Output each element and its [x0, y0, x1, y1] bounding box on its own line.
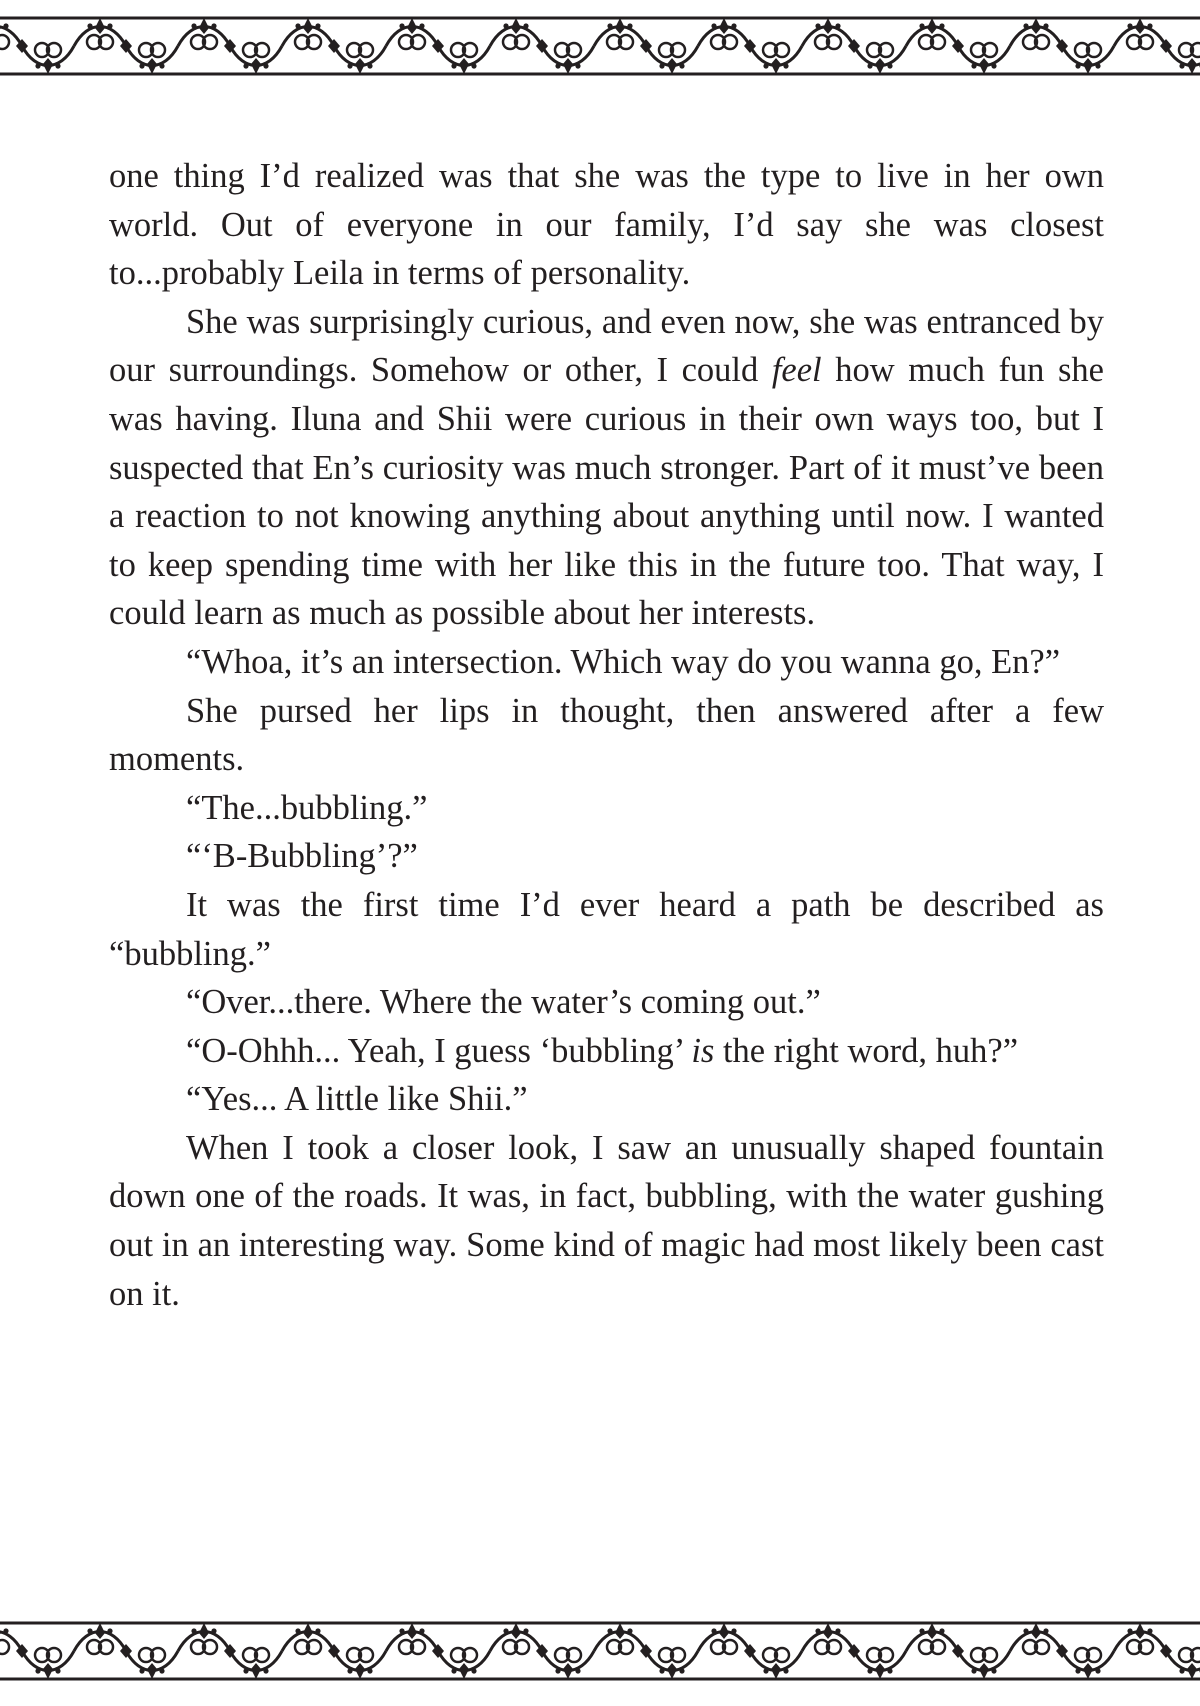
paragraph — [109, 687, 1104, 784]
paragraph — [109, 832, 1104, 881]
paragraph — [109, 152, 1104, 298]
text-run: When I took a closer look, I saw an unusually shaped fountain down one of the roads. It was, in fact, bubbling, with the water gushing out in an interesting way. Some kind of magic had most likely been cast on it. — [109, 1128, 1104, 1313]
italic-text: feel — [771, 351, 822, 390]
text-run: “O-Ohhh... Yeah, I guess ‘bubbling’ — [186, 1031, 692, 1070]
paragraph — [109, 1124, 1104, 1318]
text-run: how much fun she was having. Iluna and Shii were curious in their own ways too, but I suspected that En’s curiosity was much stronger. Part of it must’ve been a reaction to not knowing anything about anything until now. I wanted to keep spending time with her like this in the future too. That way, I could learn as much as possible about her interests. — [109, 351, 1104, 633]
text-run: “The...bubbling.” — [186, 788, 428, 827]
text-run: one thing I’d realized was that she was the type to live in her own world. Out of everyone in our family, I’d say she was closest to...probably Leila in terms of personality. — [109, 157, 1104, 293]
paragraph — [109, 784, 1104, 833]
paragraph — [109, 298, 1104, 638]
text-run: It was the first time I’d ever heard a path be described as “bubbling.” — [109, 885, 1104, 973]
italic-text: is — [691, 1031, 715, 1070]
body-text — [109, 152, 1104, 1318]
paragraph — [109, 1027, 1104, 1076]
paragraph — [109, 881, 1104, 978]
paragraph — [109, 1075, 1104, 1124]
text-run: “Yes... A little like Shii.” — [186, 1080, 528, 1119]
bottom-ornamental-border — [0, 1605, 1200, 1697]
text-run: “Whoa, it’s an intersection. Which way do you wanna go, En?” — [186, 642, 1061, 681]
text-run: “Over...there. Where the water’s coming out.” — [186, 983, 821, 1022]
text-run: “‘B-Bubbling’?” — [186, 837, 418, 876]
paragraph — [109, 978, 1104, 1027]
ornamental-scroll-icon — [0, 0, 1200, 92]
text-run: the right word, huh?” — [714, 1031, 1019, 1070]
paragraph — [109, 638, 1104, 687]
ornamental-scroll-icon — [0, 1605, 1200, 1697]
text-run: She was surprisingly curious, and even now, she was entranced by our surroundings. Somehow or other, I could — [109, 302, 1104, 390]
top-ornamental-border — [0, 0, 1200, 92]
text-run: She pursed her lips in thought, then answered after a few moments. — [109, 691, 1104, 779]
